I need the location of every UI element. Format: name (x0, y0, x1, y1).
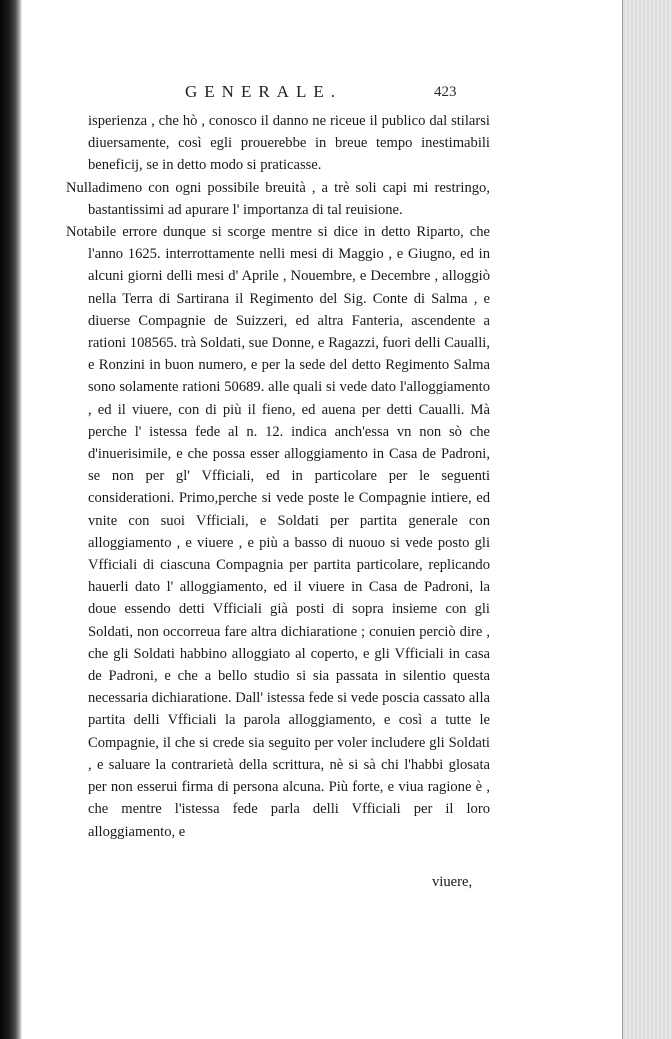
catchword: viuere, (432, 874, 473, 890)
body-text (66, 110, 490, 843)
book-spine-shadow (0, 0, 22, 1039)
paragraph: Notabile errore dunque si scorge mentre si dice in detto Riparto, che l'anno 1625. interrottamente nelli mesi di Maggio , e Giugno, ed in alcuni giorni delli mesi d' Aprile , Nouembre, e Decembre , alloggiò nella Terra di Sartirana il Regimento del Sig. Conte di Salma , e diuerse Compagnie de Suizzeri, ed altra Fanteria, ascendente a rationi 108565. trà Soldati, sue Donne, e Ragazzi, fuori delli Caualli, e Ronzini in buon numero, e per la sede del detto Regimento Salma sono solamente rationi 50689. alle quali si vede dato l'alloggiamento , ed il viuere, con di più il fieno, ed auena per detti Caualli. Mà perche l' istessa fede al n. 12. indica anch'essa vn non sò che d'inuerisimile, e che possa esser alloggiamento in Casa de Padroni, se non per gl' Vfficiali, ed in particolare per le seguenti considerationi. Primo,perche si vede poste le Compagnie intiere, ed vnite con suoi Vfficiali, e Soldati per partita generale con alloggiamento , e viuere , e più a basso di nuouo si vede posto gli Vfficiali di ciascuna Compagnia per partita particolare, replicando hauerli dato l' alloggiamento, ed il viuere in Casa de Padroni, la doue essendo detti Vfficiali già posti di sopra insieme con gli Soldati, non occorreua fare altra dichiaratione ; conuien perciò dire , che gli Soldati habbino alloggiato al coperto, e gli Vfficiali in casa de Padroni, e che a bello studio si sia passata in silentio questa necessaria dichiaratione. Dall' istessa fede si vede poscia cassato alla partita delli Vfficiali la parola alloggiamento, e così a tutte le Compagnie, il che si crede sia seguito per voler includere gli Soldati , e saluare la contrarietà della scrittura, nè si sà chi l'habbi glosata per non esserui firma di persona alcuna. Più forte, e viua ragione è , che mentre l'istessa fede parla delli Vfficiali per il loro alloggiamento, e (66, 224, 490, 840)
page-number: 423 (434, 84, 457, 100)
paragraph-continuation: isperienza , che hò , conosco il danno ne riceue il publico dal stilarsi diuersamente, così egli prouerebbe in breue tempo inestimabili beneficij, se in detto modo si praticasse. (88, 113, 490, 174)
running-head: GENERALE. (185, 82, 342, 101)
paragraph: Nulladimeno con ogni possibile breuità , a trè soli capi mi restringo, bastantissimi ad apurare l' importanza di tal reuisione. (66, 179, 490, 218)
page-header (0, 82, 622, 110)
page-edges (622, 0, 672, 1039)
